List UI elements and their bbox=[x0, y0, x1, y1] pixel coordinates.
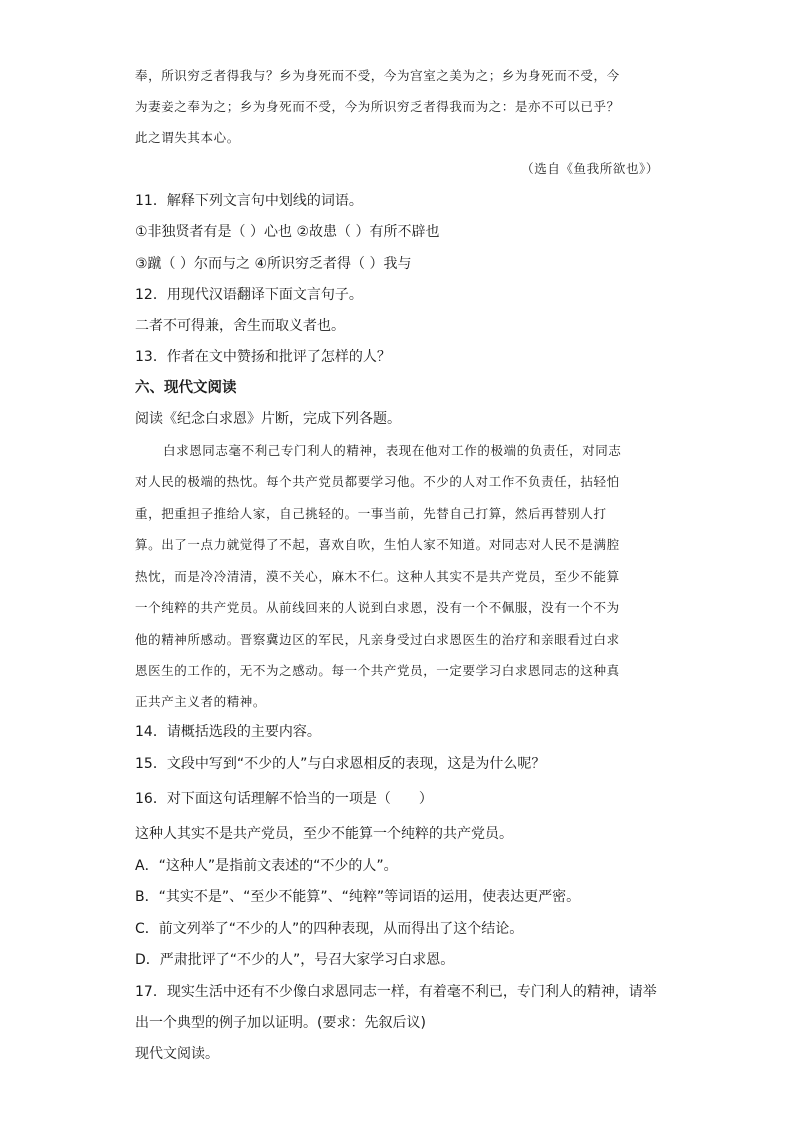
modern-passage-line: 算。出了一点力就觉得了不起，喜欢自吹，生怕人家不知道。对同志对人民不是满腔 bbox=[135, 537, 620, 552]
section-intro: 阅读《纪念白求恩》片断，完成下列各题。 bbox=[135, 411, 401, 427]
question-17-stem-line2: 出一个典型的例子加以证明。(要求：先叙后议) bbox=[135, 1015, 426, 1031]
modern-passage-line: 热忱，而是冷冷清清，漠不关心，麻木不仁。这种人其实不是共产党员，至少不能算 bbox=[135, 569, 620, 584]
modern-passage-line: 白求恩同志毫不利己专门利人的精神，表现在他对工作的极端的负责任，对同志 bbox=[163, 443, 622, 458]
question-16-option-b: B．“其实不是”、“至少不能算”、“纯粹”等词语的运用，使表达更严密。 bbox=[135, 889, 581, 905]
modern-passage-line: 正共产主义者的精神。 bbox=[135, 694, 267, 709]
question-11-items-1: ①非独贤者有是（ ）心也 ②故患（ ）有所不辟也 bbox=[135, 224, 440, 240]
passage-source: （选自《鱼我所欲也》） bbox=[521, 161, 659, 176]
question-16-option-c: C．前文列举了“不少的人”的四种表现，从而得出了这个结论。 bbox=[135, 921, 524, 937]
section-heading: 六、现代文阅读 bbox=[135, 380, 237, 396]
classical-passage-line: 此之谓失其本心。 bbox=[135, 130, 240, 145]
question-12-stem: 12．用现代汉语翻译下面文言句子。 bbox=[135, 287, 363, 303]
classical-passage-line: 奉，所识穷乏者得我与？乡为身死而不受，今为宫室之美为之；乡为身死而不受，今 bbox=[135, 68, 620, 83]
modern-passage-line: 他的精神所感动。晋察冀边区的军民，凡亲身受过白求恩医生的治疗和亲眼看过白求 bbox=[135, 632, 620, 647]
question-13-stem: 13．作者在文中赞扬和批评了怎样的人？ bbox=[135, 349, 391, 365]
question-17-stem-line1: 17．现实生活中还有不少像白求恩同志一样，有着毫不利已，专门利人的精神，请举 bbox=[135, 984, 657, 1000]
modern-passage-line: 恩医生的工作的，无不为之感动。每一个共产党员，一定要学习白求恩同志的这种真 bbox=[135, 663, 620, 678]
question-16-quote: 这种人其实不是共产党员，至少不能算一个纯粹的共产党员。 bbox=[135, 826, 513, 842]
question-11-stem: 11．解释下列文言句中划线的词语。 bbox=[135, 193, 363, 209]
next-section-label: 现代文阅读。 bbox=[135, 1046, 219, 1062]
classical-passage-line: 为妻妾之奉为之；乡为身死而不受，今为所识穷乏者得我而为之：是亦不可以已乎？ bbox=[135, 99, 620, 114]
question-16-stem: 16．对下面这句话理解不恰当的一项是（ ） bbox=[135, 791, 433, 807]
modern-passage-line: 重，把重担子推给人家，自己挑轻的。一事当前，先替自己打算，然后再替别人打 bbox=[135, 506, 607, 521]
modern-passage-line: 对人民的极端的热忱。每个共产党员都要学习他。不少的人对工作不负责任，拈轻怕 bbox=[135, 474, 620, 489]
modern-passage-line: 一个纯粹的共产党员。从前线回来的人说到白求恩，没有一个不佩服，没有一个不为 bbox=[135, 600, 620, 615]
question-11-items-2: ③蹴（ ）尔而与之 ④所识穷乏者得（ ）我与 bbox=[135, 256, 412, 272]
question-15-stem: 15．文段中写到“不少的人”与白求恩相反的表现，这是为什么呢？ bbox=[135, 756, 546, 772]
question-12-sentence: 二者不可得兼，舍生而取义者也。 bbox=[135, 318, 345, 334]
question-14-stem: 14．请概括选段的主要内容。 bbox=[135, 724, 321, 740]
question-16-option-d: D．严肃批评了“不少的人”，号召大家学习白求恩。 bbox=[135, 952, 455, 968]
question-16-option-a: A．“这种人”是指前文表述的“不少的人”。 bbox=[135, 858, 398, 874]
